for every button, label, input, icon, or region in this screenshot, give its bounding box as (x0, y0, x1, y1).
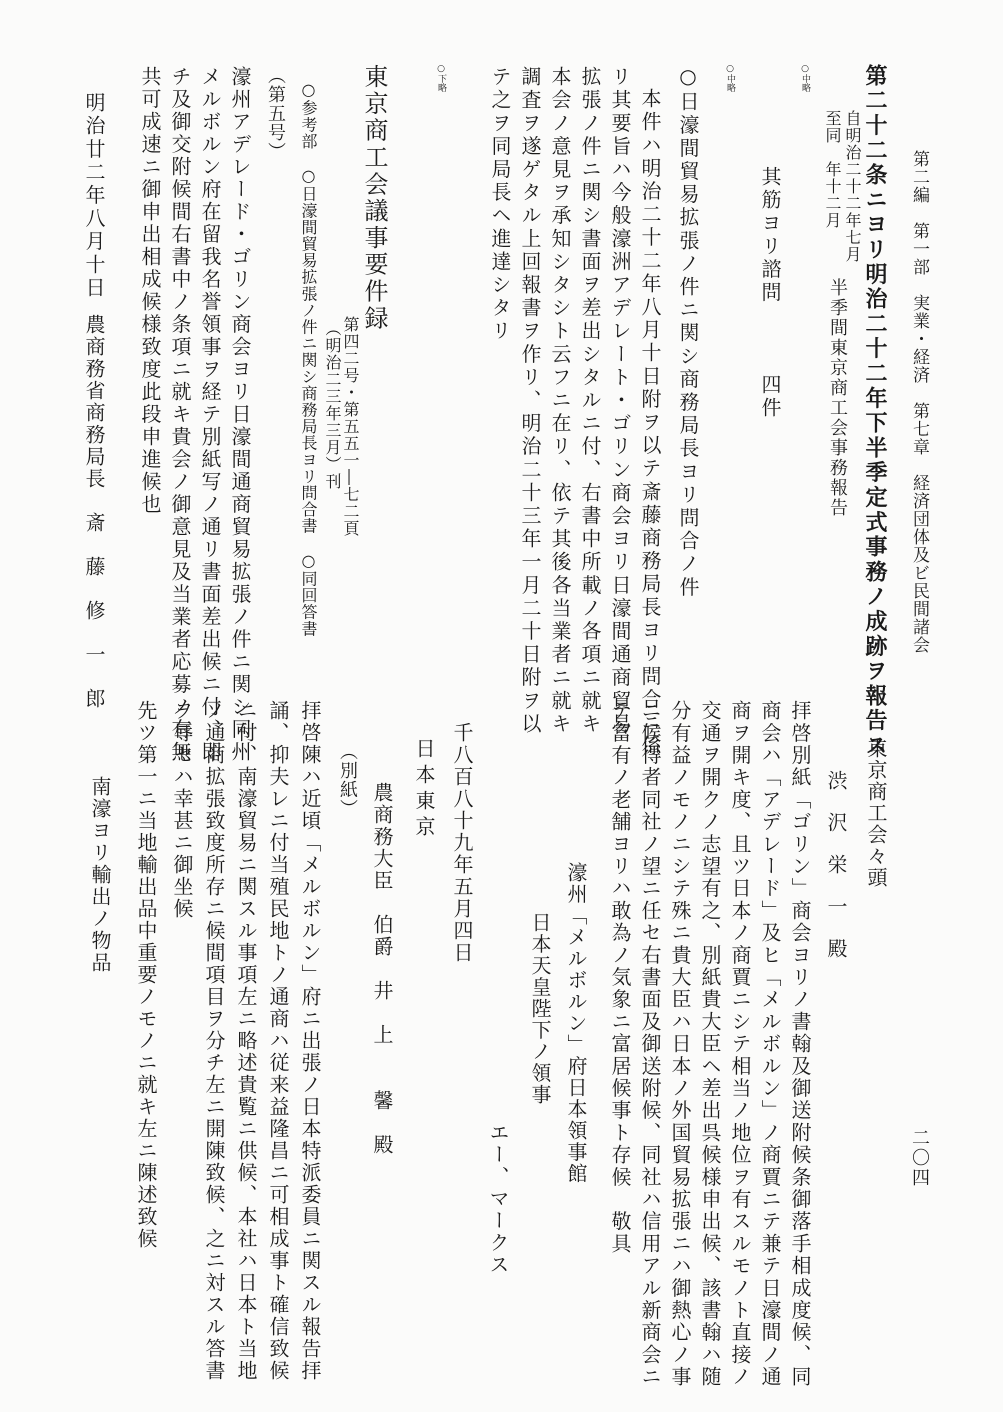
record-line-4: 共可成速ニ御申出相成候様致度此段申進候也 (138, 66, 162, 516)
article-line-5: 調査ヲ遂ゲタル上回報書ヲ作リ、明治二十三年一月二十日附ヲ以 (518, 66, 542, 736)
letter-consul-name: エー、マークス (486, 1122, 510, 1276)
attachment-line-2: 誦、抑夫レニ付当殖民地トノ通商ハ従来益隆昌ニ可相成事ト確信致候 (266, 700, 290, 1382)
attachment-line-1: 拝啓陳ハ近頃「メルボルン」府ニ出張ノ日本特派委員ニ関スル報告拝 (298, 700, 322, 1382)
letter-addressee: 農商務大臣 伯爵 井 上 馨 殿 (370, 782, 394, 1156)
letter-place: 日本東京 (412, 738, 436, 842)
period-suffix: 半季間東京商工会事務報告 (827, 278, 848, 518)
attachment-label: （別紙） (337, 742, 358, 818)
section-title: 第二十二条ニヨリ明治二十二年下半季定式事務ノ成跡ヲ報告ス (862, 64, 888, 759)
attachment-line-3: ニ付、南濠貿易ニ関スル事項左ニ略述貴覧ニ供候、本社ハ日本ト当地 (234, 700, 258, 1382)
record-ref-1: 第四二号・第五五一―七二頁 (341, 316, 360, 537)
attachment-line-6: 先ツ第一ニ当地輸出品中重要ノモノニ就キ左ニ陳述致候 (134, 700, 158, 1250)
letter-line-1: 拝啓別紙「ゴリン」商会ヨリノ書翰及御送附候条御落手相成度候、同 (788, 700, 812, 1389)
record-sender: 農商務省商務局長 斎 藤 修 一 郎 (82, 314, 106, 710)
attachment-line-4: ノ通商拡張致度所存ニ候間項目ヲ分チ左ニ開陳致候、之ニ対スル答書 (202, 700, 226, 1382)
article-line-4: 本会ノ意見ヲ承知シタシト云フニ在リ、依テ其後各当業者ニ就キ (548, 66, 572, 736)
record-date: 明治廿二年八月十日 (82, 92, 106, 300)
period-from: 自明治二十二年七月 (843, 110, 862, 263)
article-line-2: リ其要旨ハ今般濠洲アデレート・ゴリン商会ヨリ日濠間通商貿易 (608, 66, 632, 736)
record-line-2: メルボルン府在留我名誉領事ヲ経テ別紙写ノ通リ書面差出候ニ付、即 (198, 66, 222, 764)
letter-recipient: 東京商工会々頭 (864, 738, 888, 889)
letter-line-3: 商ヲ開キ度、且ツ日本ノ商賈ニシテ相当ノ地位ヲ有スルモノト直接ノ (728, 700, 752, 1389)
letter-recipient-name: 渋 沢 栄 一 殿 (824, 770, 848, 959)
letter-line-6: ニ候得者同社ノ望ニ任セ右書面及御送附候、同社ハ信用アル新商会ニ (638, 700, 662, 1389)
record-ref-2: （明治二三年三月）刊 (323, 320, 342, 490)
omit-mark-1: ○中略 (800, 64, 810, 92)
article-line-3: 拡張ノ件ニ関シ書面ヲ差出シタルニ付、右書中所載ノ各項ニ就キ (578, 66, 602, 736)
omit-mark-2: ○中略 (725, 64, 735, 92)
letter-line-2: 商会ハ「アデレード」及ヒ「メルボルン」ノ商賈ニテ兼テ日濠間ノ通 (758, 700, 782, 1389)
letter-line-5: 分有益ノモノニシテ殊ニ貴大臣ハ日本ノ外国貿易拡張ニハ御熱心ノ事 (668, 700, 692, 1389)
consult-label: 其筋ヨリ諮問 四件 (758, 166, 782, 421)
record-line-3: チ及御交附候間右書中ノ条項ニ就キ貴会ノ御意見及当業者応募ノ有無 (168, 66, 192, 764)
page-number: 二〇四 (909, 1128, 930, 1188)
letter-line-4: 交通ヲ開クノ志望有之、別紙貴大臣ヘ差出呉候様申出候、該書翰ハ随 (698, 700, 722, 1389)
letter-consul-title: 日本天皇陛下ノ領事 (528, 912, 552, 1106)
omit-mark-3: ○下略 (436, 64, 446, 92)
record-toc: ○参考部 ○日濠間貿易拡張ノ件ニ関シ商務局長ヨリ問合書 ○同回答書 (299, 80, 318, 637)
letter-consulate: 濠州「メルボルン」府日本領事館 (564, 862, 588, 1185)
running-header: 第二編 第一部 実業・経済 第七章 経済団体及ビ民間諸会 (909, 150, 929, 654)
record-line-1: 濠州アデレード・ゴリン商会ヨリ日濠間通商貿易拡張ノ件ニ関シ同州 (228, 66, 252, 764)
article-line-1: 本件ハ明治二十二年八月十日附ヲ以テ斎藤商務局長ヨリ問合ニ係 (638, 88, 662, 758)
record-title: 東京商工会議事要件録 (360, 64, 388, 332)
article-title: ○日濠間貿易拡張ノ件ニ関シ商務局長ヨリ問合ノ件 (676, 64, 700, 600)
letter-line-7: テ富有ノ老舗ヨリハ敢為ノ気象ニ富居候事ト存候 敬具 (608, 700, 632, 1255)
record-item-no: （第五号） (265, 66, 286, 161)
period-to: 至同 年十二月 (823, 110, 842, 229)
attachment-line-5: ヲ辱セハ幸甚ニ御坐候 (170, 700, 194, 920)
article-line-6: テ之ヲ同局長ヘ進達シタリ (488, 66, 512, 344)
attachment-heading: 南濠ヨリ輸出ノ物品 (88, 776, 112, 974)
letter-date: 千八百八十九年五月四日 (450, 722, 474, 964)
